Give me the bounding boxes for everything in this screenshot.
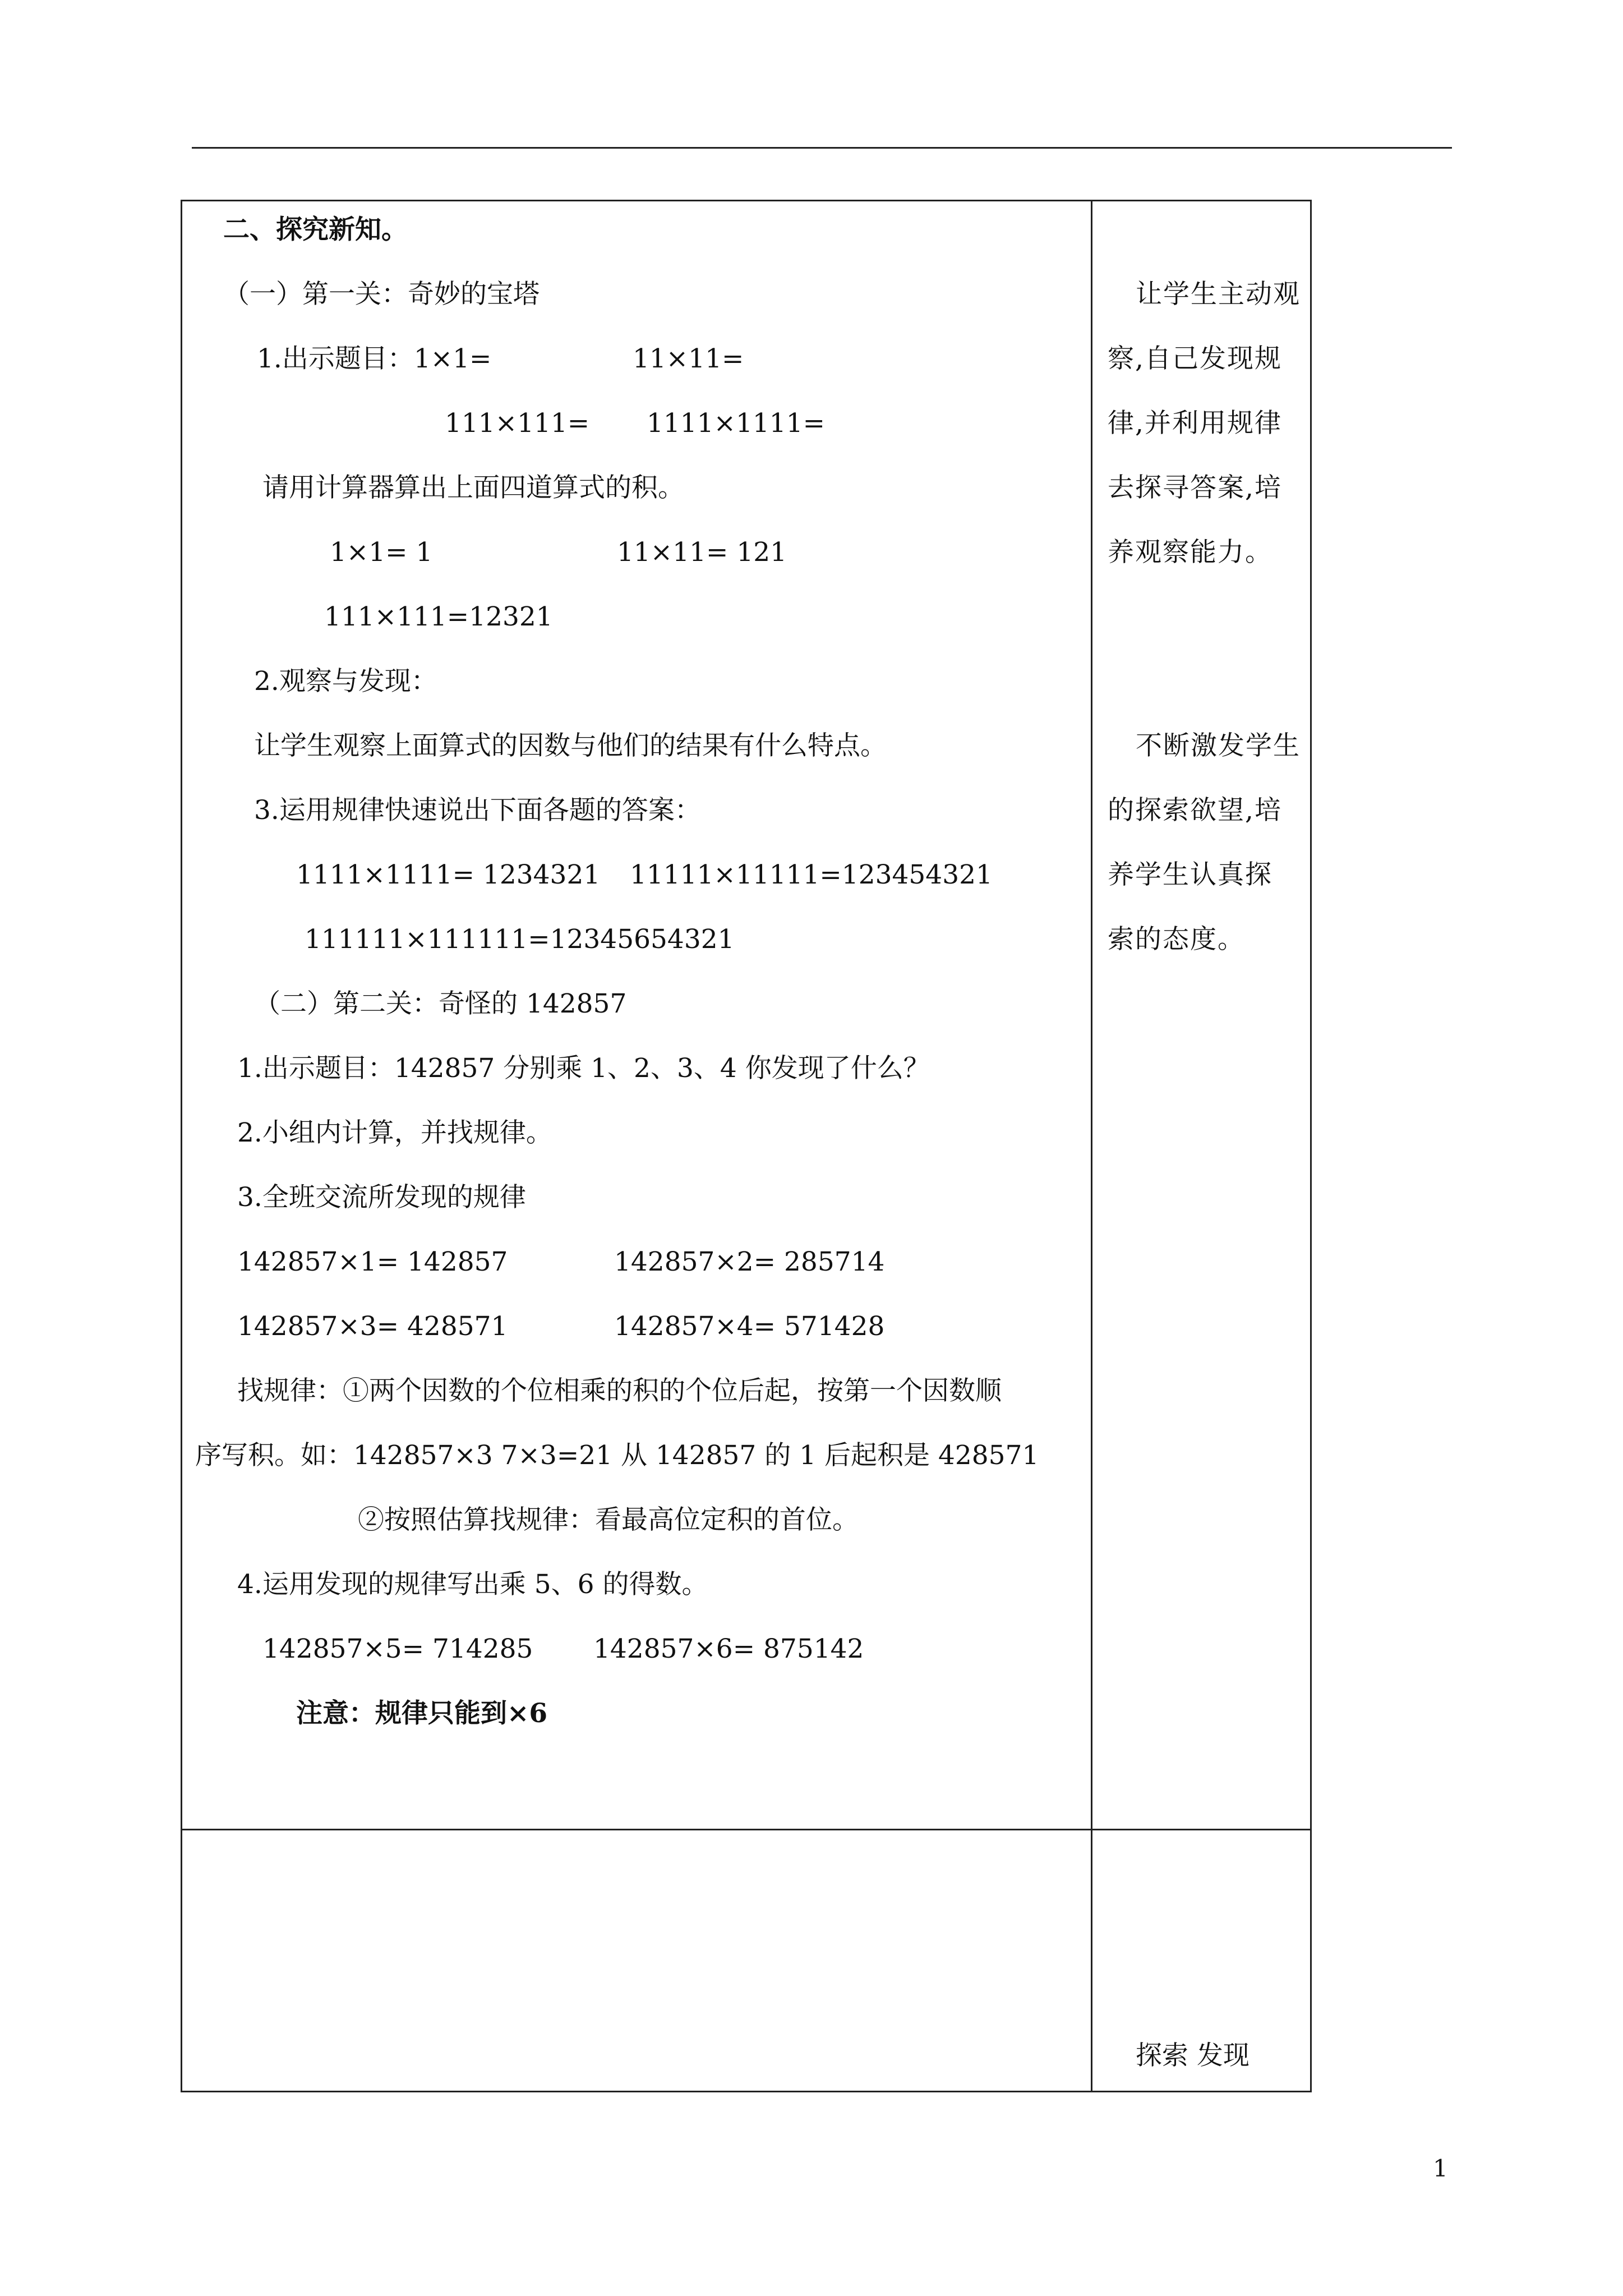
part1-instruction: 请用计算器算出上面四道算式的积。: [262, 472, 684, 503]
part2-q2: 2.小组内计算，并找规律。: [237, 1117, 552, 1148]
sidebar-note-line: 养学生认真探: [1108, 859, 1272, 890]
sidebar-note-explore: [1108, 729, 1301, 956]
part1-q3-b: 11111×11111=123454321: [630, 859, 993, 890]
part1-answer-b: 11×11= 121: [617, 537, 787, 568]
part1-q1-c: 111×111=: [445, 408, 590, 439]
part2-result-2: 142857×2= 285714: [614, 1246, 885, 1277]
part2-rule1-line1: 找规律：①两个因数的个位相乘的积的个位后起，按第一个因数顺: [237, 1375, 1002, 1406]
header-rule: [192, 147, 1452, 149]
part2-result-3: 142857×3= 428571: [237, 1311, 508, 1342]
sidebar-note-line: 索的态度。: [1108, 924, 1245, 955]
sidebar-note-line: 察,自己发现规: [1108, 343, 1282, 374]
sidebar-note-observe: [1108, 278, 1301, 569]
part1-q2: 2.观察与发现：: [254, 666, 437, 697]
part1-q3: 3.运用规律快速说出下面各题的答案：: [254, 795, 701, 826]
sidebar-note-line: 不断激发学生: [1136, 730, 1301, 761]
part1-q1-b: 11×11=: [633, 343, 744, 374]
part2-result-6: 142857×6= 875142: [593, 1634, 864, 1664]
part2-note: 注意：规律只能到×6: [296, 1698, 548, 1729]
part2-result-5: 142857×5= 714285: [262, 1634, 533, 1664]
section-title: 二、探究新知。: [223, 214, 408, 245]
part1-q3-a: 1111×1111= 1234321: [296, 859, 601, 890]
part2-rule2: ②按照估算找规律：看最高位定积的首位。: [358, 1504, 859, 1535]
part2-result-1: 142857×1= 142857: [237, 1246, 508, 1277]
part2-result-4: 142857×4= 571428: [614, 1311, 885, 1342]
part1-q3-c: 111111×111111=12345654321: [305, 924, 735, 955]
part2-heading: （二）第二关：奇怪的 142857: [254, 988, 627, 1019]
sidebar-note-line: 的探索欲望,培: [1108, 795, 1282, 826]
part1-q1-d: 1111×1111=: [647, 408, 825, 439]
part1-q1-a: 1.出示题目：1×1=: [257, 343, 492, 374]
sidebar-note-line: 律,并利用规律: [1108, 408, 1282, 439]
sidebar-note-line: 去探寻答案,培: [1108, 472, 1282, 503]
part2-q4: 4.运用发现的规律写出乘 5、6 的得数。: [237, 1569, 708, 1600]
part1-answer-c: 111×111=12321: [324, 601, 553, 632]
part2-q1: 1.出示题目：142857 分别乘 1、2、3、4 你发现了什么？: [237, 1053, 930, 1084]
row-divider: [181, 1829, 1312, 1830]
page-number: 1: [1433, 2155, 1448, 2182]
part1-heading: （一）第一关：奇妙的宝塔: [223, 279, 540, 310]
sidebar-note-line: 养观察能力。: [1108, 537, 1272, 568]
column-divider: [1091, 200, 1092, 2092]
part2-q3: 3.全班交流所发现的规律: [237, 1182, 526, 1213]
sidebar-note-discover: 探索 发现: [1136, 2040, 1249, 2071]
part1-q2-text: 让学生观察上面算式的因数与他们的结果有什么特点。: [254, 730, 887, 761]
part2-rule1-line2: 序写积。如：142857×3 7×3=21 从 142857 的 1 后起积是 428571: [195, 1440, 1039, 1471]
sidebar-note-line: 让学生主动观: [1136, 279, 1301, 310]
part1-answer-a: 1×1= 1: [330, 537, 433, 568]
